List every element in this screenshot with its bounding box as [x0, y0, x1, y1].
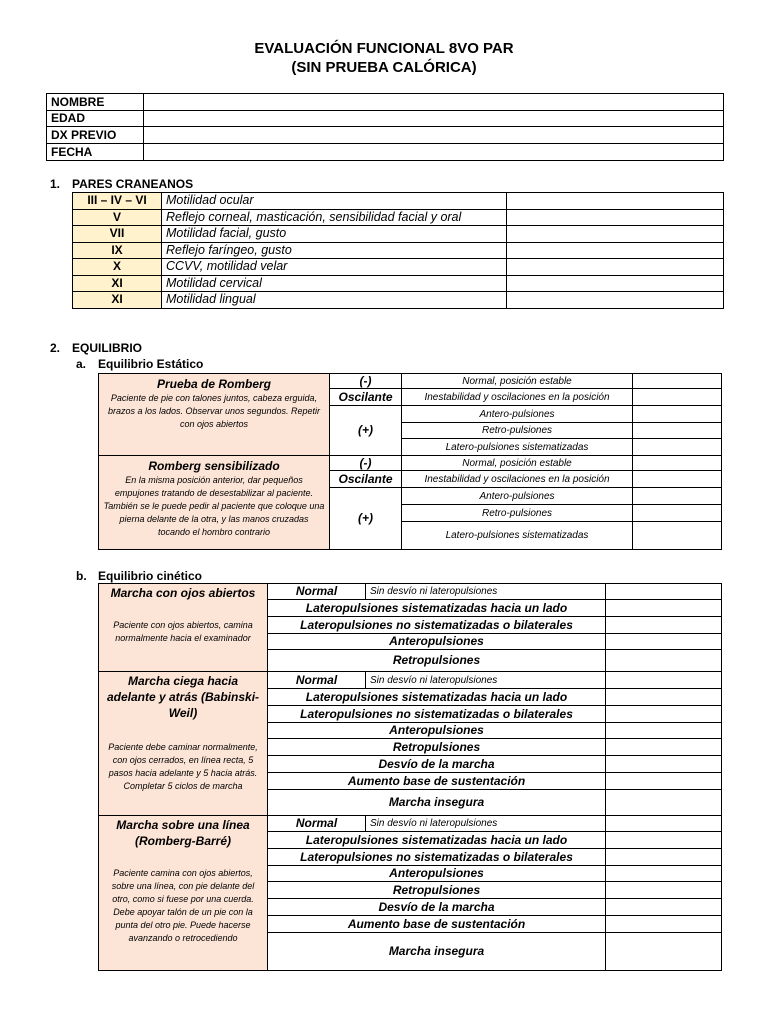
subsection-a-title: Equilibrio Estático: [98, 357, 204, 371]
kinetic-check-cell[interactable]: [606, 790, 722, 816]
section-1-title: PARES CRANEANOS: [72, 177, 194, 191]
kinetic-check-cell[interactable]: [606, 584, 722, 600]
nerve-function-cell: Motilidad lingual: [162, 292, 507, 309]
section-2-number: 2.: [50, 341, 61, 355]
kinetic-test-description: Paciente camina con ojos abiertos, sobre una línea, con pie delante del otro, como si fuese por una cuerda. Debe apoyar talón de un pie con la punta del otro pie. Puede hacerse avanzando o retrocediendo: [111, 868, 255, 943]
subsection-a-letter: a.: [76, 357, 87, 371]
nerve-function-cell: Motilidad facial, gusto: [162, 226, 507, 243]
field-value-dx-previo[interactable]: [144, 127, 724, 144]
static-test-description: Paciente de pie con talones juntos, cabeza erguida, brazos a los lados. Observar unos segundos. Repetir con ojos abiertos: [107, 393, 321, 429]
kinetic-result: Lateropulsiones no sistematizadas o bilaterales: [268, 849, 606, 866]
static-check-cell[interactable]: [633, 389, 722, 406]
kinetic-check-cell[interactable]: [606, 650, 722, 672]
nerve-number-cell: X: [73, 259, 162, 276]
static-check-cell[interactable]: [633, 423, 722, 439]
field-value-nombre[interactable]: [144, 94, 724, 111]
kinetic-test-description: Paciente con ojos abiertos, camina normalmente hacia el examinador: [113, 620, 253, 643]
field-value-fecha[interactable]: [144, 144, 724, 161]
kinetic-test-cell: [99, 584, 268, 672]
static-check-cell[interactable]: [633, 456, 722, 471]
nerve-row: [73, 242, 724, 259]
nerve-row: [73, 209, 724, 226]
subsection-b-title: Equilibrio cinético: [98, 569, 203, 583]
kinetic-check-cell[interactable]: [606, 617, 722, 634]
static-check-cell[interactable]: [633, 522, 722, 550]
static-balance-table: [98, 373, 722, 550]
nerve-row: [73, 193, 724, 210]
kinetic-result: Desvío de la marcha: [268, 756, 606, 773]
kinetic-test-name: Marcha ciega hacia adelante y atrás (Babinski-Weil): [106, 674, 260, 720]
static-check-cell[interactable]: [633, 505, 722, 522]
nerve-result-cell[interactable]: [507, 275, 724, 292]
subsection-b-letter: b.: [76, 569, 87, 583]
normal-result: Sin desvío ni lateropulsiones: [366, 816, 606, 832]
kinetic-check-cell[interactable]: [606, 916, 722, 933]
kinetic-check-cell[interactable]: [606, 933, 722, 971]
nerve-number-cell: IX: [73, 242, 162, 259]
kinetic-test-description: Paciente debe caminar normalmente, con ojos cerrados, en línea recta, 5 pasos hacia adelante y 5 hacia atrás. Completar 5 ciclos de marcha: [108, 742, 258, 791]
static-row: [99, 374, 722, 389]
positive-result: Latero-pulsiones sistematizadas: [402, 522, 633, 550]
kinetic-row: [99, 816, 722, 832]
static-check-cell[interactable]: [633, 374, 722, 389]
static-test-cell: [99, 374, 330, 456]
kinetic-check-cell[interactable]: [606, 849, 722, 866]
kinetic-result: Anteropulsiones: [268, 723, 606, 739]
kinetic-check-cell[interactable]: [606, 882, 722, 899]
kinetic-row: [99, 584, 722, 600]
static-check-cell[interactable]: [633, 406, 722, 423]
normal-label: Normal: [268, 816, 366, 832]
kinetic-test-cell: [99, 672, 268, 816]
normal-label: Normal: [268, 584, 366, 600]
kinetic-row: [99, 672, 722, 689]
nerve-number-cell: III – IV – VI: [73, 193, 162, 210]
kinetic-check-cell[interactable]: [606, 773, 722, 790]
kinetic-result: Lateropulsiones no sistematizadas o bilaterales: [268, 706, 606, 723]
kinetic-result: Retropulsiones: [268, 650, 606, 672]
kinetic-check-cell[interactable]: [606, 723, 722, 739]
kinetic-result: Aumento base de sustentación: [268, 773, 606, 790]
section-2-title: EQUILIBRIO: [72, 341, 143, 355]
oscillating-result: Inestabilidad y oscilaciones en la posición: [402, 471, 633, 488]
field-label-nombre: NOMBRE: [47, 94, 144, 111]
nerve-result-cell[interactable]: [507, 209, 724, 226]
field-label-edad: EDAD: [47, 111, 144, 127]
nerve-function-cell: Reflejo faríngeo, gusto: [162, 242, 507, 259]
nerve-number-cell: XI: [73, 292, 162, 309]
kinetic-test-name: Marcha sobre una línea (Romberg-Barré): [116, 818, 250, 848]
static-check-cell[interactable]: [633, 471, 722, 488]
static-test-name: Prueba de Romberg: [156, 377, 272, 391]
kinetic-check-cell[interactable]: [606, 600, 722, 617]
kinetic-result: Marcha insegura: [268, 790, 606, 816]
kinetic-test-cell: [99, 816, 268, 971]
kinetic-check-cell[interactable]: [606, 672, 722, 689]
oscillating-label: Oscilante: [330, 389, 402, 406]
kinetic-check-cell[interactable]: [606, 899, 722, 916]
field-label-fecha: FECHA: [47, 144, 144, 161]
cranial-nerves-table: [72, 192, 724, 309]
nerve-result-cell[interactable]: [507, 292, 724, 309]
kinetic-check-cell[interactable]: [606, 832, 722, 849]
normal-result: Sin desvío ni lateropulsiones: [366, 584, 606, 600]
positive-label: (+): [330, 488, 402, 550]
nerve-result-cell[interactable]: [507, 242, 724, 259]
kinetic-check-cell[interactable]: [606, 706, 722, 723]
normal-label: Normal: [268, 672, 366, 689]
static-check-cell[interactable]: [633, 488, 722, 505]
section-1-number: 1.: [50, 177, 61, 191]
page-subtitle: (SIN PRUEBA CALÓRICA): [291, 59, 477, 76]
positive-result: Antero-pulsiones: [402, 488, 633, 505]
patient-info-table: [46, 93, 724, 161]
nerve-result-cell[interactable]: [507, 259, 724, 276]
kinetic-check-cell[interactable]: [606, 689, 722, 706]
kinetic-check-cell[interactable]: [606, 866, 722, 882]
kinetic-balance-table: [98, 583, 722, 971]
kinetic-result: Lateropulsiones sistematizadas hacia un lado: [268, 832, 606, 849]
oscillating-label: Oscilante: [330, 471, 402, 488]
nerve-result-cell[interactable]: [507, 193, 724, 210]
negative-label: (-): [330, 456, 402, 471]
kinetic-check-cell[interactable]: [606, 634, 722, 650]
kinetic-result: Lateropulsiones no sistematizadas o bilaterales: [268, 617, 606, 634]
oscillating-result: Inestabilidad y oscilaciones en la posición: [402, 389, 633, 406]
nerve-function-cell: Reflejo corneal, masticación, sensibilidad facial y oral: [162, 209, 507, 226]
kinetic-result: Retropulsiones: [268, 882, 606, 899]
nerve-number-cell: V: [73, 209, 162, 226]
kinetic-check-cell[interactable]: [606, 739, 722, 756]
kinetic-check-cell[interactable]: [606, 816, 722, 832]
kinetic-result: Lateropulsiones sistematizadas hacia un lado: [268, 689, 606, 706]
kinetic-result: Retropulsiones: [268, 739, 606, 756]
static-check-cell[interactable]: [633, 439, 722, 456]
kinetic-result: Anteropulsiones: [268, 866, 606, 882]
kinetic-result: Anteropulsiones: [268, 634, 606, 650]
negative-label: (-): [330, 374, 402, 389]
static-test-description: En la misma posición anterior, dar pequeños empujones tratando de desestabilizar al paciente. También se le puede pedir al paciente que coloque una pierna delante de la otra, y las manos cruzadas tocando el hombro contrario: [103, 475, 325, 537]
kinetic-check-cell[interactable]: [606, 756, 722, 773]
nerve-number-cell: XI: [73, 275, 162, 292]
kinetic-test-name: Marcha con ojos abiertos: [110, 586, 256, 600]
nerve-function-cell: CCVV, motilidad velar: [162, 259, 507, 276]
static-row: [99, 456, 722, 471]
nerve-number-cell: VII: [73, 226, 162, 243]
nerve-function-cell: Motilidad cervical: [162, 275, 507, 292]
normal-result: Sin desvío ni lateropulsiones: [366, 672, 606, 689]
field-label-dx-previo: DX PREVIO: [47, 127, 144, 144]
nerve-function-cell: Motilidad ocular: [162, 193, 507, 210]
positive-label: (+): [330, 406, 402, 456]
kinetic-result: Lateropulsiones sistematizadas hacia un lado: [268, 600, 606, 617]
nerve-row: [73, 292, 724, 309]
page-title: EVALUACIÓN FUNCIONAL 8VO PAR: [254, 40, 514, 57]
negative-result: Normal, posición estable: [402, 374, 633, 389]
field-value-edad[interactable]: [144, 111, 724, 127]
kinetic-result: Desvío de la marcha: [268, 899, 606, 916]
positive-result: Latero-pulsiones sistematizadas: [402, 439, 633, 456]
static-test-name: Romberg sensibilizado: [148, 459, 280, 473]
kinetic-result: Marcha insegura: [268, 933, 606, 971]
kinetic-result: Aumento base de sustentación: [268, 916, 606, 933]
static-test-cell: [99, 456, 330, 550]
nerve-row: [73, 226, 724, 243]
positive-result: Retro-pulsiones: [402, 423, 633, 439]
positive-result: Antero-pulsiones: [402, 406, 633, 423]
negative-result: Normal, posición estable: [402, 456, 633, 471]
nerve-row: [73, 275, 724, 292]
nerve-row: [73, 259, 724, 276]
positive-result: Retro-pulsiones: [402, 505, 633, 522]
nerve-result-cell[interactable]: [507, 226, 724, 243]
